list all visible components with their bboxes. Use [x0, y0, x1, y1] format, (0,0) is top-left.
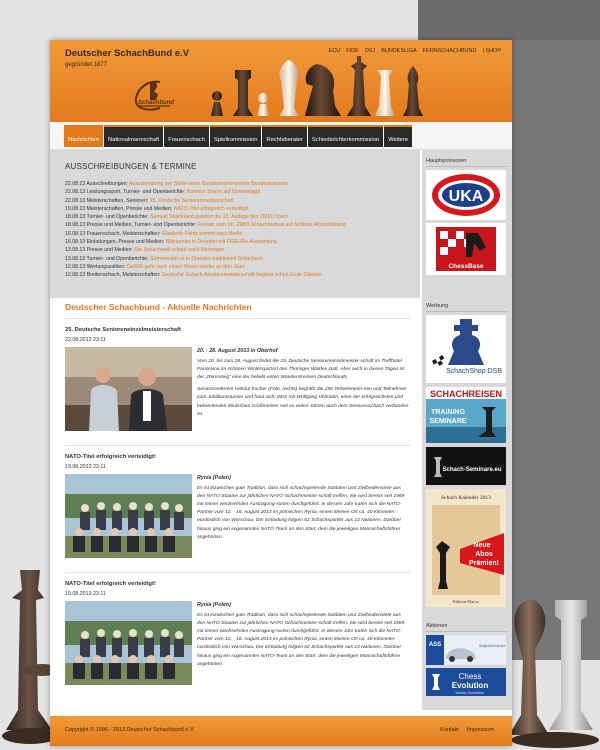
ticker-item-link[interactable]: Blitzturnier in Dresden mit FIDE-Elo-Auswertung	[165, 239, 277, 246]
ticker-item-prefix: 19.08.13 Meisterschaften, Presse und Medien:	[65, 205, 173, 212]
ad-schach-seminare-banner[interactable]	[426, 447, 506, 485]
ticker-item	[65, 246, 346, 254]
ticker-list	[65, 180, 346, 280]
sidebar	[422, 150, 512, 710]
article-lead: Rynia (Polen)	[197, 475, 231, 481]
sponsor-uka-banner[interactable]	[426, 170, 506, 220]
sponsor-chessbase-banner[interactable]	[426, 223, 506, 275]
ad-kalender-title: Schach Kalender 2013	[441, 495, 491, 501]
ticker-item	[65, 197, 346, 205]
ad-schachshop-label: SchachShop DSB	[445, 368, 503, 375]
ticker-item-link[interactable]: Samuel Shankland gewinnt die 22. Auflage des ZMDI Open!	[150, 214, 289, 221]
ticker-item	[65, 230, 346, 238]
ad-evolution-label-2: Evolution	[451, 681, 489, 690]
article-paragraph: Es ist inzwischen gute Tradition, dass sich schachspielende Soldaten und Zivilbedienstete aus den NATO-Staaten zur jährlichen NATO-Schachmeister-schaft treffen. Sie wird bereits seit 1989 mit immer wechselnden Austragung-sorten durchgeführt. In diesem Jahr trafen sich die NATO-Partner vom 12. - 16. August 2013 im polnischen Rynia, einem kleinen Ort ca. 40 Kilometer nordöstlich von Warschau. Der Einladung folgten 62 Schachsportler aus 13 Nationen. Darüber hinaus ging ein sogenanntes NATO-Team an den Start, dem die jeweiligen Mannschaftsführer angehörten.	[197, 613, 405, 667]
ad-schach-seminare-label: Schach-Seminare.eu	[442, 467, 502, 473]
article-text	[197, 601, 410, 685]
site-header	[50, 40, 512, 122]
ticker-item-link[interactable]: NATO-Titel erfolgreich verteidigt!	[173, 205, 249, 212]
top-link-shop[interactable]: | SHOP	[482, 48, 501, 54]
divider	[65, 318, 410, 319]
ad-evolution-label-1: Chess	[458, 672, 482, 681]
ticker-item-link[interactable]: Rasmus Svane auf Normenjagd	[186, 189, 261, 196]
ticker-item-link[interactable]: Die Schachwelt schaut nach Norwegen	[134, 247, 225, 254]
article-photo[interactable]	[65, 347, 192, 431]
top-link-fide[interactable]: FIDE	[346, 48, 359, 54]
ticker-item-prefix: 18.08.13 Presse und Medien, Turnier- und Openberichte:	[65, 222, 197, 229]
ad-chess-evolution-banner[interactable]	[426, 668, 506, 696]
top-link-bundesliga[interactable]: BUNDESLIGA	[381, 48, 417, 54]
ad-ass-brand: ASS	[428, 642, 442, 648]
ad-seminare-label: SEMINARE	[429, 418, 467, 425]
ticker-item	[65, 180, 346, 188]
ticker-item-link[interactable]: Ausschreibung der Stelle eines Bundestrainers/einer Bundestrainerin	[129, 181, 288, 187]
news-article	[65, 327, 410, 431]
top-link-fernschachbund[interactable]: FERNSCHACHBUND	[422, 48, 477, 54]
ticker-item-prefix: 13.08.13 Presse und Medien:	[65, 247, 133, 254]
ticker-item	[65, 238, 346, 246]
ticker-item-link[interactable]: 25. Deutsche Seniorenmeisterschaft	[149, 197, 234, 204]
ad-kalender-promo-3: Prämien!	[469, 560, 499, 567]
ticker-item-link[interactable]: Deutsche Schach-Amateurmeisterschaft beginnt schon Ende Oktober	[161, 272, 322, 279]
ad-schachreisen-banner[interactable]	[426, 387, 506, 443]
top-link-ecu[interactable]: ECU	[328, 48, 341, 54]
nav-tab-weitere[interactable]: Weitere	[384, 125, 412, 147]
article-lead: Rynia (Polen)	[197, 602, 231, 608]
ticker-item-prefix: 16.08.13 Frauenschach, Meisterschaften:	[65, 230, 161, 237]
news-section-title: Deutscher Schachbund - Aktuelle Nachrichten	[65, 302, 252, 312]
news-article	[65, 454, 410, 558]
main-navigation	[50, 122, 512, 150]
ad-kalender-promo-1: Neue	[473, 542, 491, 549]
ticker-item	[65, 205, 346, 213]
news-article	[65, 581, 410, 685]
ads-title: Werbung	[426, 303, 449, 309]
site-footer	[50, 716, 512, 746]
ticker-title: AUSSCHREIBUNGEN & TERMINE	[65, 162, 197, 171]
ticker-item-prefix: 13.08.13 Turnier- und Openberichte:	[65, 255, 149, 262]
article-paragraph: Es ist inzwischen gute Tradition, dass sich schachspielende Soldaten und Zivilbedienstete aus den NATO-Staaten zur jährlichen NATO-Schachmeister-schaft treffen. Sie wird bereits seit 1989 mit immer wechselnden Austragung-sorten durchgeführt. In diesem Jahr trafen sich die NATO-Partner vom 12. - 16. August 2013 im polnischen Rynia, einem kleinen Ort ca. 40 Kilometer nordöstlich von Warschau. Der Einladung folgten 62 Schachsportler aus 13 Nationen. Darüber hinaus ging ein sogenanntes NATO-Team an den Start, dem die jeweiligen Mannschaftsführer angehörten.	[197, 486, 405, 540]
ticker-item-link[interactable]: Festakt zum XII. ZMDI Schachfestival auf Schloss Albrechtsberg	[197, 222, 346, 229]
ticker-item-prefix: 16.08.13 Einladungen, Presse und Medien:	[65, 239, 165, 246]
background-chess-pieces-right	[505, 540, 600, 750]
news-content	[65, 302, 410, 685]
article-title[interactable]: 25. Deutsche Senioreneinzelmeisterschaft	[65, 327, 181, 333]
header-chess-pieces-icon	[195, 50, 435, 120]
sidebar-divider	[426, 631, 508, 632]
article-paragraph: Seniorenreferent Helmut Escher (Foto, rechts) begrüßt die 256 Teilnehmerin-nen und Teilnehmer zum Jubiläumsturnier und freut sich, dass mit Wolfgang Uhlmann, einer der erfolgreichsten und bekanntesten deutschen Großmeister seit so vielen Jahren auch dem Seniorenschach verbunden ist.	[197, 387, 409, 417]
article-lead: 20. - 28. August 2013 in Oberhof	[197, 348, 278, 354]
ad-ass-banner[interactable]	[426, 635, 506, 665]
nav-tab-schiedsrichterkommission[interactable]: Schiedsrichterkommission	[308, 125, 383, 147]
nav-tab-spielkommission[interactable]: Spielkommission	[210, 125, 262, 147]
nav-tab-frauenschach[interactable]: Frauenschach	[164, 125, 209, 147]
article-text	[197, 347, 410, 431]
ticker-item	[65, 271, 346, 279]
ticker-item	[65, 263, 346, 271]
ticker-item-prefix: 18.08.13 Turnier- und Openberichte:	[65, 214, 149, 221]
footer-links	[440, 727, 494, 733]
site-subtitle: gegründet 1877	[65, 62, 108, 68]
ticker-item-prefix: 22.08.13 Leistungssport, Turnier- und Openberichte:	[65, 189, 186, 196]
nav-tab-rechtsberater[interactable]: Rechtsberater	[262, 125, 306, 147]
top-link-dsj[interactable]: DSJ	[364, 48, 376, 54]
ticker-item-link[interactable]: Sommerzeit ist in Dresden traditionell Schachzeit	[150, 255, 263, 262]
ad-schachreisen-label: SCHACHREISEN	[429, 389, 503, 399]
divider	[65, 572, 410, 573]
ticker-item-prefix: 22.08.13 Meisterschaften, Senioren:	[65, 197, 149, 204]
sponsor-uka-label: UKA	[448, 188, 484, 205]
ad-kalender-footer: Edition Marco	[452, 599, 480, 604]
ticker-item	[65, 221, 346, 229]
site-title[interactable]: Deutscher SchachBund e.V	[65, 48, 190, 59]
article-photo[interactable]	[65, 601, 192, 685]
article-paragraph: Vom 20. bis zum 28. August findet die 25. Deutsche Senioreneinzelmeister-schaft im Treffhotel Panorama im schönen Wintersportort des Thüringer Waldes statt. Aber auch in diesen Tagen ist der „Rennsteig“ eine der beliebt-esten Wanderstrecken Deutschlands.	[197, 359, 405, 381]
sidebar-divider	[426, 166, 508, 167]
sponsor-chessbase-label: ChessBase	[448, 263, 484, 270]
sponsors-title: Hauptsponsoren	[426, 158, 467, 164]
ticker-item-link[interactable]: Elisabeth Pähtz kommt nach Berlin	[161, 230, 243, 237]
ad-kalender-promo-2: Abos	[475, 551, 493, 558]
ticker-item-prefix: 12.08.13 Breitenschach, Meisterschaften:	[65, 272, 161, 279]
footer-link-impressum[interactable]: Impressum	[466, 727, 494, 733]
article-text	[197, 474, 410, 558]
ticker-item	[65, 255, 346, 263]
article-date: 22.08.2013 23:11	[65, 337, 106, 343]
sidebar-divider	[426, 311, 508, 312]
ad-training-label: TRAINING	[431, 409, 465, 416]
actions-title: Aktionen	[426, 623, 448, 629]
article-title[interactable]: NATO-Titel erfolgreich verteidigt!	[65, 454, 156, 460]
article-date: 19.08.2013 23:11	[65, 464, 106, 470]
ad-schachshop-banner[interactable]	[426, 315, 506, 383]
ticker-item-prefix: 12.08.13 Wertungszahlen:	[65, 263, 126, 270]
ticker-box	[50, 150, 420, 298]
divider	[65, 445, 410, 446]
ad-schachkalender-banner[interactable]	[426, 489, 506, 607]
footer-copyright: Copyright © 1996 - 2013 Deutscher Schachbund e.V.	[65, 727, 195, 733]
ticker-item	[65, 188, 346, 196]
footer-link-kontakt[interactable]: Kontakt	[440, 727, 459, 733]
ticker-item-link[interactable]: DeWiS geht nach einem Reset wieder an den Start	[126, 263, 245, 270]
ticker-item-prefix: 22.08.13 Ausschreibungen:	[65, 181, 128, 187]
ad-evolution-label-3: Weekly Newsletter	[455, 691, 485, 695]
article-photo[interactable]	[65, 474, 192, 558]
article-date: 19.08.2013 23:11	[65, 591, 106, 597]
page-container	[50, 40, 512, 746]
dsb-logo-icon[interactable]	[120, 78, 184, 114]
ad-ass-text: Günstige Autos für den Sport	[479, 643, 506, 648]
nav-tab-nationalmannschaft[interactable]: Nationalmannschaft	[104, 125, 163, 147]
nav-tab-nachrichten[interactable]: Nachrichten	[64, 125, 103, 147]
article-title[interactable]: NATO-Titel erfolgreich verteidigt!	[65, 581, 156, 587]
logo-text: Schachbund	[138, 100, 175, 106]
ticker-item	[65, 213, 346, 221]
